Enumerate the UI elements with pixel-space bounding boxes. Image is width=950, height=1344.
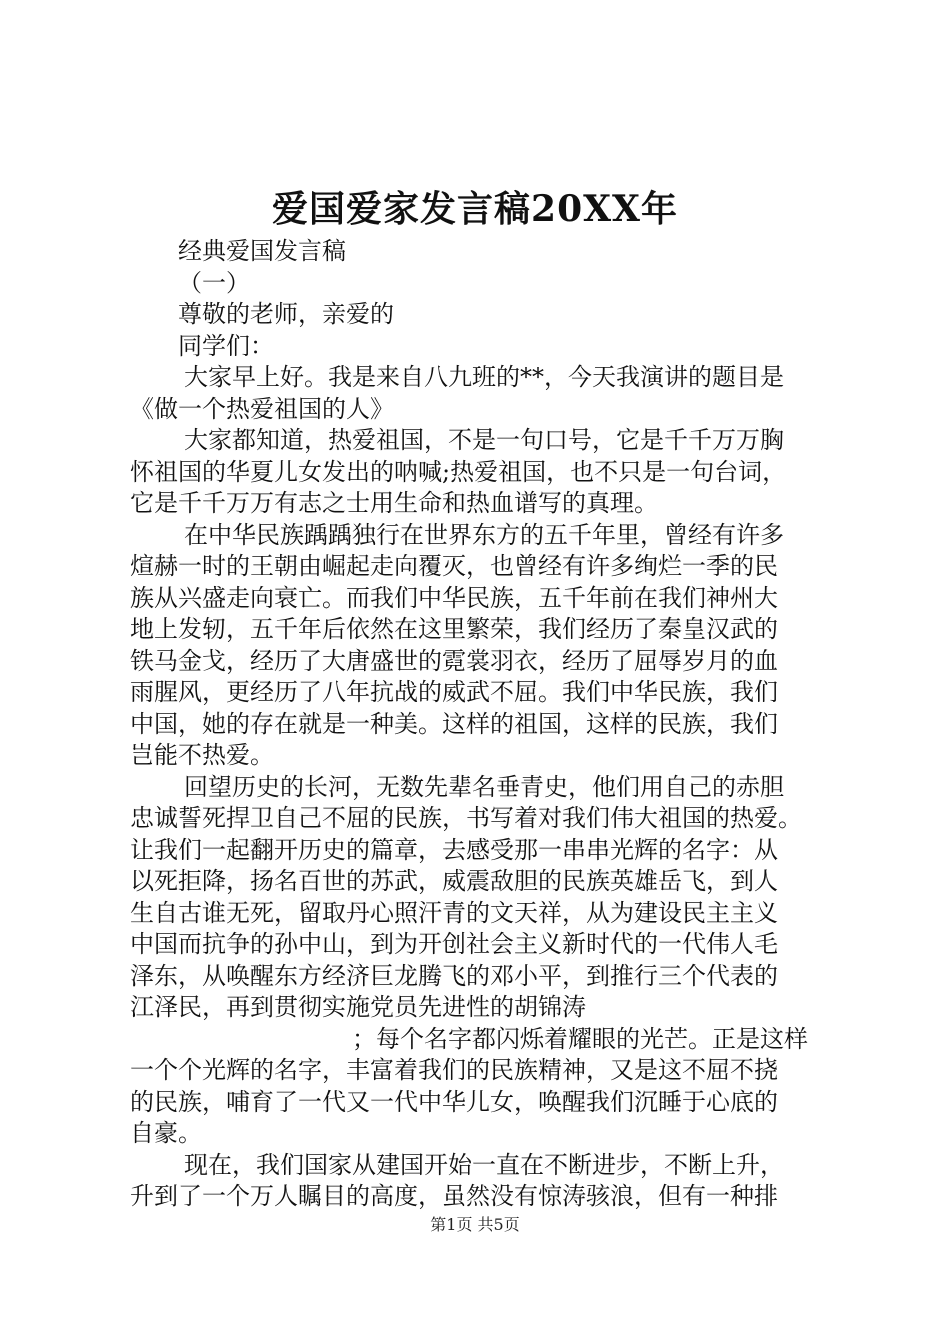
paragraph-line: 大家都知道，热爱祖国，不是一句口号，它是千千万万胸 <box>184 426 784 454</box>
paragraph-line: 大家早上好。我是来自八九班的**，今天我演讲的题目是 <box>184 363 784 391</box>
paragraph-line: 让我们一起翻开历史的篇章，去感受那一串串光辉的名字：从 <box>130 835 778 864</box>
paragraph-line: 怀祖国的华夏儿女发出的呐喊;热爱祖国，也不只是一句台词， <box>130 457 787 486</box>
document-body <box>130 236 830 1213</box>
salutation-line: 尊敬的老师，亲爱的 <box>178 300 394 328</box>
paragraph-line: 以死拒降，扬名百世的苏武，威震敌胆的民族英雄岳飞，到人 <box>130 867 778 895</box>
paragraph-line: ；每个名字都闪烁着耀眼的光芒。正是这样 <box>352 1024 808 1053</box>
paragraph-line: 升到了一个万人瞩目的高度，虽然没有惊涛骇浪，但有一种排 <box>130 1182 778 1210</box>
paragraph-line: 煊赫一时的王朝由崛起走向覆灭，也曾经有许多绚烂一季的民 <box>130 552 778 580</box>
paragraph-line: 中国而抗争的孙中山，到为开创社会主义新时代的一代伟人毛 <box>130 930 778 958</box>
paragraph-line: 它是千千万万有志之士用生命和热血谱写的真理。 <box>130 489 658 517</box>
paragraph-line: 《做一个热爱祖国的人》 <box>130 394 394 423</box>
paragraph-line: 的民族，哺育了一代又一代中华儿女，唤醒我们沉睡于心底的 <box>130 1087 778 1116</box>
paragraph-line: 一个个光辉的名字，丰富着我们的民族精神，又是这不屈不挠 <box>130 1056 778 1084</box>
section-number-line: （一） <box>178 268 250 297</box>
salutation-line: 同学们： <box>178 331 274 360</box>
paragraph-line: 忠诚誓死捍卫自己不屈的民族，书写着对我们伟大祖国的热爱。 <box>130 804 802 832</box>
document-title: 爱国爱家发言稿20XX年 <box>272 188 678 230</box>
paragraph-line: 回望历史的长河，无数先辈名垂青史，他们用自己的赤胆 <box>184 772 784 801</box>
subtitle-line: 经典爱国发言稿 <box>178 237 346 265</box>
paragraph-line: 生自古谁无死，留取丹心照汗青的文天祥，从为建设民主主义 <box>130 898 778 927</box>
paragraph-line: 地上发轫，五千年后依然在这里繁荣，我们经历了秦皇汉武的 <box>130 615 778 643</box>
paragraph-line: 族从兴盛走向衰亡。而我们中华民族，五千年前在我们神州大 <box>130 583 778 612</box>
paragraph-line: 中国，她的存在就是一种美。这样的祖国，这样的民族，我们 <box>130 709 778 738</box>
paragraph-line: 现在，我们国家从建国开始一直在不断进步，不断上升， <box>184 1150 784 1179</box>
paragraph-line: 岂能不热爱。 <box>130 741 274 769</box>
paragraph-line: 铁马金戈，经历了大唐盛世的霓裳羽衣，经历了屈辱岁月的血 <box>130 646 778 675</box>
page-footer: 第1页 共5页 <box>430 1215 520 1234</box>
paragraph-line: 在中华民族踽踽独行在世界东方的五千年里，曾经有许多 <box>184 520 784 549</box>
paragraph-line: 江泽民，再到贯彻实施党员先进性的胡锦涛 <box>130 993 586 1021</box>
paragraph-line: 泽东，从唤醒东方经济巨龙腾飞的邓小平，到推行三个代表的 <box>130 961 778 990</box>
paragraph-line: 自豪。 <box>130 1119 202 1147</box>
paragraph-line: 雨腥风，更经历了八年抗战的威武不屈。我们中华民族，我们 <box>130 678 778 706</box>
